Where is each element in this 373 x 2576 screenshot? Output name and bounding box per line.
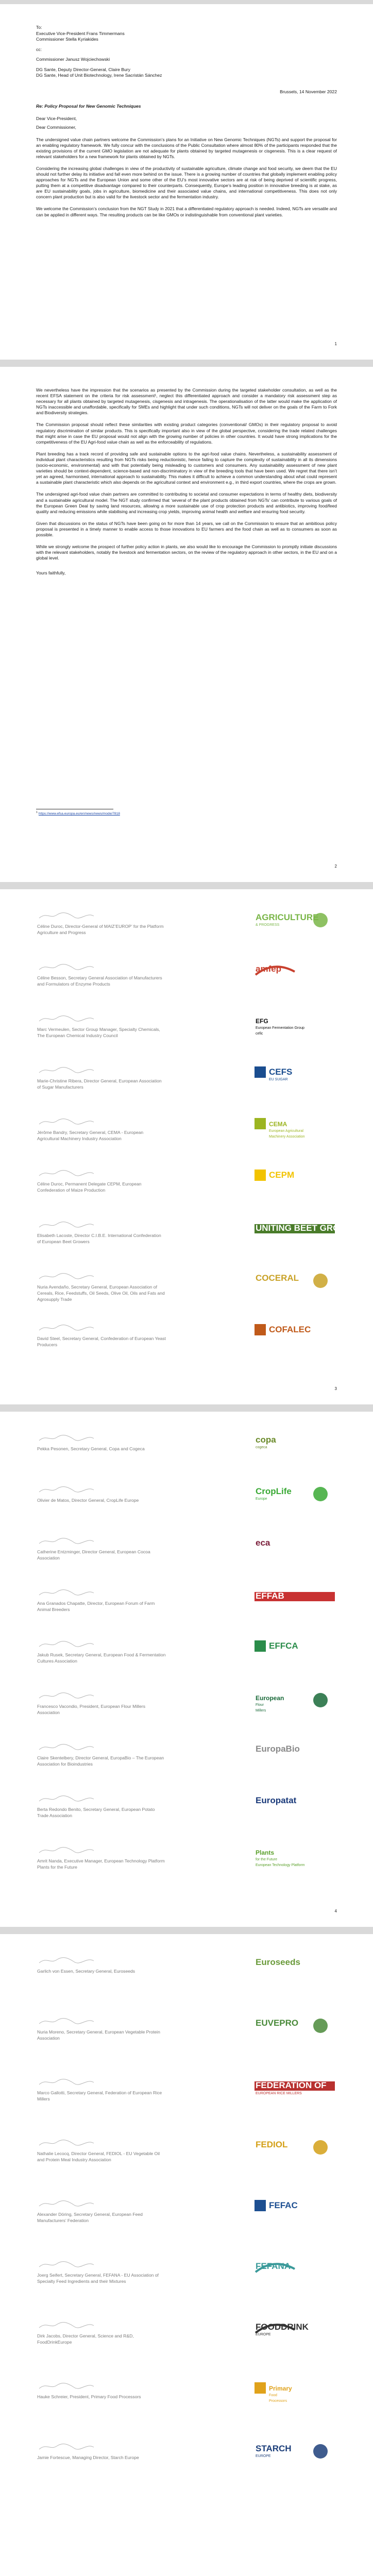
signatory-name: Hauke Schreier, President, Primary Food Processors <box>37 2394 141 2399</box>
coceral-logo <box>253 1270 336 1295</box>
logo-text: European Fermentation Group <box>256 1026 304 1030</box>
signatory-name: Céline Duroc, Director-General of MAIZ’EUROP’ for the Platform Agriculture and Progress <box>37 924 164 935</box>
handwritten-signature <box>37 1433 120 1443</box>
signatory-name: Dirk Jacobs, Director General, Science and R&D, FoodDrinkEurope <box>37 2333 134 2345</box>
page-1 <box>0 4 373 360</box>
logo-text: FEFANA <box>256 2261 291 2271</box>
dg-line: DG Sante, Head of Unit Biotechnology, Irene Sacristán Sánchez <box>36 73 162 78</box>
signatory-name: Céline Duroc, Permanent Delegate CEPM, European Confederation of Maize Production <box>37 1181 142 1193</box>
logo-text: for the Future <box>256 1858 278 1861</box>
effab-logo <box>253 1587 336 1612</box>
organization-logo <box>253 2441 336 2466</box>
logo-text: Flour <box>256 1703 264 1707</box>
signatory-name: Claire Skentelbery, Director General, EuropaBio – The European Association for Bioindustries <box>37 1755 164 1767</box>
signatory-name: Nuria Avendaño, Secretary General, European Association of Cereals, Rice, Feedstuffs, Oil Seeds, Olive Oil, Oils and Fats and Agrosupply Trade <box>37 1284 165 1302</box>
body-paragraph: We welcome the Commission’s conclusion from the NGT Study in 2021 that a differentiated regulatory approach is needed. Indeed, NGTs are versatile and can be applied in different ways. The resulting products can be like GMOs or indistinguishable from conventional plant varieties. <box>36 206 337 217</box>
fefac-logo <box>253 2198 336 2223</box>
logo-text: FEDIOL <box>256 2140 288 2149</box>
logo-text: amfep <box>256 964 282 974</box>
organization-logo <box>253 1535 336 1560</box>
logo-text: Europe <box>256 1497 267 1501</box>
amfep-logo <box>253 961 336 986</box>
logo-text: Euroseeds <box>256 1957 300 1967</box>
organization-logo <box>253 2137 336 2162</box>
flour-millers-logo <box>253 1690 336 1715</box>
handwritten-signature <box>37 911 120 920</box>
body-paragraph: Plant breeding has a track record of providing safe and sustainable options to the agri-food value chains. Nevertheless, a sustainability assessment of individual plant characteristics resulting from NGTs risks being reductionistic, hence failing to capture the complexity of sustainability in all its dimensions (socio-economic, environmental) and with that potentially being misleading to customers and consumers. Any sustainability assessment of new plant varieties should be context-dependent, science-based and non-discriminatory in view of the breeding tools that have been used. We regret that there isn’t yet an agreed, harmonised, international approach to sustainability. This makes it difficult to achieve a common understanding about what could represent a sustainable plant characteristic which also depends on the agricultural context and environment e.g., in third export countries, where the crops are grown. <box>36 451 337 485</box>
logo-text: Machinery Association <box>269 1135 305 1139</box>
footnote <box>36 811 120 816</box>
signatory-name: Amrit Nanda, Executive Manager, European Technology Platform Plants for the Future <box>37 1858 165 1870</box>
logo-text: AGRICULTURE <box>256 912 319 922</box>
logo-text: COFALEC <box>269 1325 311 1334</box>
cofalec-logo <box>253 1322 336 1347</box>
organization-logo <box>253 1844 336 1869</box>
body-paragraph: We nevertheless have the impression that the scenarios as presented by the Commission during the targeted stakeholder consultation, as well as the recent EFSA statement on the criteria for risk assessment¹, neglect this differentiated approach and consider a mandatory risk assessment step as necessary for all plants obtained by targeted mutagenesis, cisgenesis and intragenesis. The operationalisation of the latter would make the application of NGTs inaccessible and unaffordable, specifically for SMEs and highlight that under such conditions, NGTs will not deliver on the goals of the Farm to Fork and Biodiversity strategies. <box>36 387 337 416</box>
signatory-name: Francesco Vacondio, President, European Flour Millers Association <box>37 1704 146 1715</box>
signatory-name: Marc Vermeulen, Sector Group Manager, Specialty Chemicals, The European Chemical Industry Council <box>37 1027 160 1038</box>
organization-logo <box>253 1219 366 1244</box>
organization-logo <box>253 1013 336 1038</box>
organization-logo <box>253 1638 336 1663</box>
page-4 <box>0 1412 373 1927</box>
logo-text: Millers <box>256 1709 266 1713</box>
handwritten-signature <box>37 1485 120 1494</box>
logo-text: EFFCA <box>269 1641 298 1651</box>
organization-logo <box>253 1484 336 1509</box>
cefs-logo <box>253 1064 336 1089</box>
organization-logo <box>253 1270 336 1295</box>
handwritten-signature <box>37 2260 120 2269</box>
organization-logo <box>253 1167 336 1192</box>
handwritten-signature <box>37 1168 120 1178</box>
logo-text: CEPM <box>269 1170 295 1180</box>
organization-logo <box>253 2380 336 2405</box>
salutation-line: Dear Vice-President, <box>36 115 77 121</box>
signatory-name: David Steel, Secretary General, Confederation of European Yeast Producers <box>37 1336 166 1347</box>
croplife-logo <box>253 1484 336 1509</box>
handwritten-signature <box>37 2320 120 2330</box>
logo-text: Food <box>269 2394 277 2397</box>
page-2 <box>0 367 373 882</box>
organization-logo <box>253 1587 336 1612</box>
eca-logo <box>253 1535 336 1560</box>
logo-text: EFFAB <box>256 1591 284 1601</box>
logo-text: Europatat <box>256 1795 297 1805</box>
fooddrink-logo <box>253 2319 336 2344</box>
logo-text: EUROPE <box>256 2333 271 2336</box>
logo-text: EFG <box>256 1018 268 1025</box>
handwritten-signature <box>37 1794 120 1803</box>
handwritten-signature <box>37 2016 120 2026</box>
organization-logo <box>253 2076 336 2101</box>
page-number: 3 <box>334 1386 337 1391</box>
cc-line: Commissioner Janusz Wojciechowski <box>36 57 110 62</box>
logo-text: EUROPE <box>256 2454 271 2458</box>
handwritten-signature <box>37 1272 120 1281</box>
organization-logo <box>253 1116 336 1141</box>
handwritten-signature <box>37 1117 120 1126</box>
logo-text: Primary <box>269 2385 292 2392</box>
organization-logo <box>253 1955 336 1979</box>
organization-logo <box>253 2198 336 2223</box>
logo-text: European Technology Platform <box>256 1863 305 1867</box>
letter-date: Brussels, 14 November 2022 <box>280 89 337 94</box>
fefana-logo <box>253 2259 336 2283</box>
signatory-name: Garlich von Essen, Secretary General, Euroseeds <box>37 1969 135 1974</box>
europabio-logo <box>253 1741 336 1766</box>
to-line: Executive Vice-President Frans Timmermans <box>36 30 125 36</box>
logo-text: CEFS <box>269 1067 293 1077</box>
closing: Yours faithfully, <box>36 570 66 576</box>
handwritten-signature <box>37 2138 120 2147</box>
page-3 <box>0 889 373 1404</box>
signatory-name: Marco Gallotti, Secretary General, Federation of European Rice Millers <box>37 2090 162 2102</box>
starch-logo <box>253 2441 336 2466</box>
organization-logo <box>253 2259 336 2283</box>
plants-future-logo <box>253 1844 336 1869</box>
signatory-name: Pekka Pesonen, Secretary General, Copa and Cogeca <box>37 1446 145 1451</box>
copa-cogeca-logo <box>253 1432 336 1457</box>
handwritten-signature <box>37 1742 120 1752</box>
organization-logo <box>253 910 336 935</box>
logo-text: copa <box>256 1435 276 1445</box>
body-paragraph: While we strongly welcome the prospect of further policy action in plants, we also would like to encourage the Commission to promptly initiate discussions with the relevant stakeholders, notably the livestock and fermentation sectors, on the review of the regulatory approach in other sectors, in the EU and on a global level. <box>36 544 337 561</box>
euvepro-logo <box>253 2015 336 2040</box>
logo-text: & PROGRESS <box>256 923 280 927</box>
logo-text: Plants <box>256 1849 275 1856</box>
page-number: 1 <box>334 342 337 346</box>
salutation-line: Dear Commissioner, <box>36 125 76 130</box>
signatory-name: Ana Granados Chapatte, Director, European Forum of Farm Animal Breeders <box>37 1601 155 1612</box>
body-paragraph: The Commission proposal should reflect these similarities with existing product categories (conventional/ GMOs) in their regulatory proposal to avoid regulatory discrimination of similar products. This is specifically important also in view of the global perspective, considering the trade related challenges that might arise in case the EU proposal would not align with the growing number of policies in other countries. It would have strong implications for the competitiveness of the EU Agri-food value chain as well as the enforceability of regulations. <box>36 422 337 445</box>
agri-progress-logo <box>253 910 336 935</box>
logo-text: FOODDRINK <box>256 2322 309 2332</box>
ferm-logo <box>253 2076 336 2101</box>
footnote-link[interactable]: https://www.efsa.europa.eu/en/news/news/mode/7818 <box>38 812 120 816</box>
signatory-name: Elisabeth Lacoste, Director C.I.B.E. International Confederation of European Beet Growers <box>37 1233 161 1244</box>
handwritten-signature <box>37 1691 120 1700</box>
cibe-logo <box>253 1219 366 1244</box>
signatory-name: Marie-Christine Ribera, Director General, European Association of Sugar Manufacturers <box>37 1078 162 1090</box>
logo-text: eca <box>256 1538 270 1548</box>
organization-logo <box>253 1690 336 1715</box>
logo-text: European Agricultural <box>269 1129 303 1133</box>
body-paragraph: The undersigned agri-food value chain partners are committed to contributing to societal and consumer expectations in terms of healthy diets, biodiversity and a sustainable agricultural model. The NGT study confirmed that ‘several of the plant products obtained from NGTs’ can contribute to various goals of the European Green Deal by saving land resources, allowing a more sustainable use of crop protection products and antibiotics, improving food/feed quality and reducing emissions while stabilising and increasing crop yields, improving animal health and welfare and ensuring food security. <box>36 492 337 514</box>
organization-logo <box>253 961 336 986</box>
body-paragraph: Considering the increasing global challenges in view of the productivity of sustainable agriculture, climate change and food security, we deem that the EU should not further delay its initiative and fall even more behind on the issue. There is a growing number of countries that globally implement enabling policy approaches for NGTs and the European Union and some other of the EU’s most innovative sectors are at risk of being deprived of scientific progress, putting them at a competitive disadvantage compared to their counterparts. Consequently, Europe’s leading position in innovative breeding is at stake, as are EU sustainability goals, jobs in agriculture, biomedicine and their associated value chains, and international competitiveness. This does not only concern plant production but is also valid for the livestock sector and the fermentation industry. <box>36 165 337 200</box>
logo-text: European <box>256 1694 284 1702</box>
signatory-name: Olivier de Matos, Director General, CropLife Europe <box>37 1498 139 1503</box>
handwritten-signature <box>37 2381 120 2391</box>
handwritten-signature <box>37 2199 120 2208</box>
efg-logo <box>253 1013 336 1038</box>
logo-text: COCERAL <box>256 1273 299 1283</box>
fediol-logo <box>253 2137 336 2162</box>
signatory-name: Joerg Seifert, Secretary General, FEFANA - EU Association of Specialty Feed Ingredients and their Mixtures <box>37 2273 159 2284</box>
handwritten-signature <box>37 962 120 972</box>
to-line: Commissioner Stella Kyriakides <box>36 37 98 42</box>
organization-logo <box>253 1741 336 1766</box>
signatory-name: Alexander Döring, Secretary General, European Feed Manufacturers’ Federation <box>37 2212 143 2223</box>
page-5 <box>0 1934 373 2576</box>
logo-text: CropLife <box>256 1486 292 1496</box>
letter-subject: Re: Policy Proposal for New Genomic Techniques <box>36 103 141 109</box>
body-paragraph: Given that discussions on the status of NGTs have been going on for more than 14 years, we call on the Commission to ensure that an ambitious policy proposal is presented in a timely manner to enable access to those innovations to EU farmers and the food chain as well as to consumers as soon as possible. <box>36 520 337 537</box>
logo-text: EuropaBio <box>256 1744 300 1754</box>
organization-logo <box>253 2015 336 2040</box>
logo-text: cefic <box>256 1032 263 1036</box>
logo-text: EUVEPRO <box>256 2018 299 2028</box>
organization-logo <box>253 1793 336 1818</box>
handwritten-signature <box>37 1639 120 1649</box>
handwritten-signature <box>37 1956 120 1965</box>
effca-logo <box>253 1638 336 1663</box>
handwritten-signature <box>37 1065 120 1075</box>
body-paragraph: The undersigned value chain partners welcome the Commission’s plans for an Initiative on New Genomic Techniques (NGTs) and support the proposal for an enabling regulatory framework. We fully concur with the conclusions of the Public Consultation where almost 80% of the participants responded that the existing provisions of the current GMO legislation are not adequate for plants obtained by targeted mutagenesis or cisgenesis. This is a clear request of relevant stakeholders for a new framework for plants obtained by NGTs. <box>36 137 337 159</box>
handwritten-signature <box>37 1323 120 1332</box>
cc-label: cc: <box>36 46 42 52</box>
signatory-name: Jérôme Bandry, Secretary General, CEMA - European Agricultural Machinery Industry Association <box>37 1130 144 1141</box>
handwritten-signature <box>37 1845 120 1855</box>
organization-logo <box>253 1432 336 1457</box>
dg-line: DG Sante, Deputy Director-General, Claire Bury <box>36 66 130 72</box>
handwritten-signature <box>37 1014 120 1023</box>
logo-text: FEDERATION OF <box>256 2080 327 2090</box>
signatory-name: Catherine Entzminger, Director General, European Cocoa Association <box>37 1549 150 1561</box>
page-number: 2 <box>334 864 337 869</box>
cema-logo <box>253 1116 336 1141</box>
signatory-name: Jamie Fortescue, Managing Director, Starch Europe <box>37 2455 139 2460</box>
handwritten-signature <box>37 1220 120 1229</box>
to-label: To: <box>36 25 42 30</box>
signatory-name: Nuria Moreno, Secretary General, European Vegetable Protein Association <box>37 2029 160 2041</box>
handwritten-signature <box>37 1536 120 1546</box>
signatory-name: Berta Redondo Benito, Secretary General, European Potato Trade Association <box>37 1807 155 1818</box>
logo-text: UNITING BEET GROWERS <box>256 1223 366 1233</box>
logo-text: CEMA <box>269 1121 287 1128</box>
organization-logo <box>253 1322 336 1347</box>
euroseeds-logo <box>253 1955 336 1979</box>
logo-text: FEFAC <box>269 2200 298 2210</box>
cepm-logo <box>253 1167 336 1192</box>
page-number: 4 <box>334 1909 337 1913</box>
europatat-logo <box>253 1793 336 1818</box>
logo-text: Processors <box>269 2399 287 2403</box>
signatory-name: Nathalie Lecocq, Director General, FEDIOL - EU Vegetable Oil and Protein Meal Industry Association <box>37 2151 160 2162</box>
organization-logo <box>253 2319 336 2344</box>
signatory-name: Jakub Rusek, Secretary General, European Food & Fermentation Cultures Association <box>37 1652 166 1664</box>
logo-text: STARCH <box>256 2444 292 2453</box>
address-block <box>36 25 337 79</box>
pfp-logo <box>253 2380 336 2405</box>
logo-text: EU SUGAR <box>269 1078 288 1081</box>
handwritten-signature <box>37 2442 120 2451</box>
logo-text: EUROPEAN RICE MILLERS <box>256 2092 302 2095</box>
signatory-name: Céline Besson, Secretary General Association of Manufacturers and Formulators of Enzyme Products <box>37 975 162 987</box>
footnote-mark: 1 <box>36 811 38 814</box>
handwritten-signature <box>37 2077 120 2087</box>
logo-text: cogeca <box>256 1446 267 1449</box>
handwritten-signature <box>37 1588 120 1597</box>
organization-logo <box>253 1064 336 1089</box>
salutation <box>36 116 337 131</box>
